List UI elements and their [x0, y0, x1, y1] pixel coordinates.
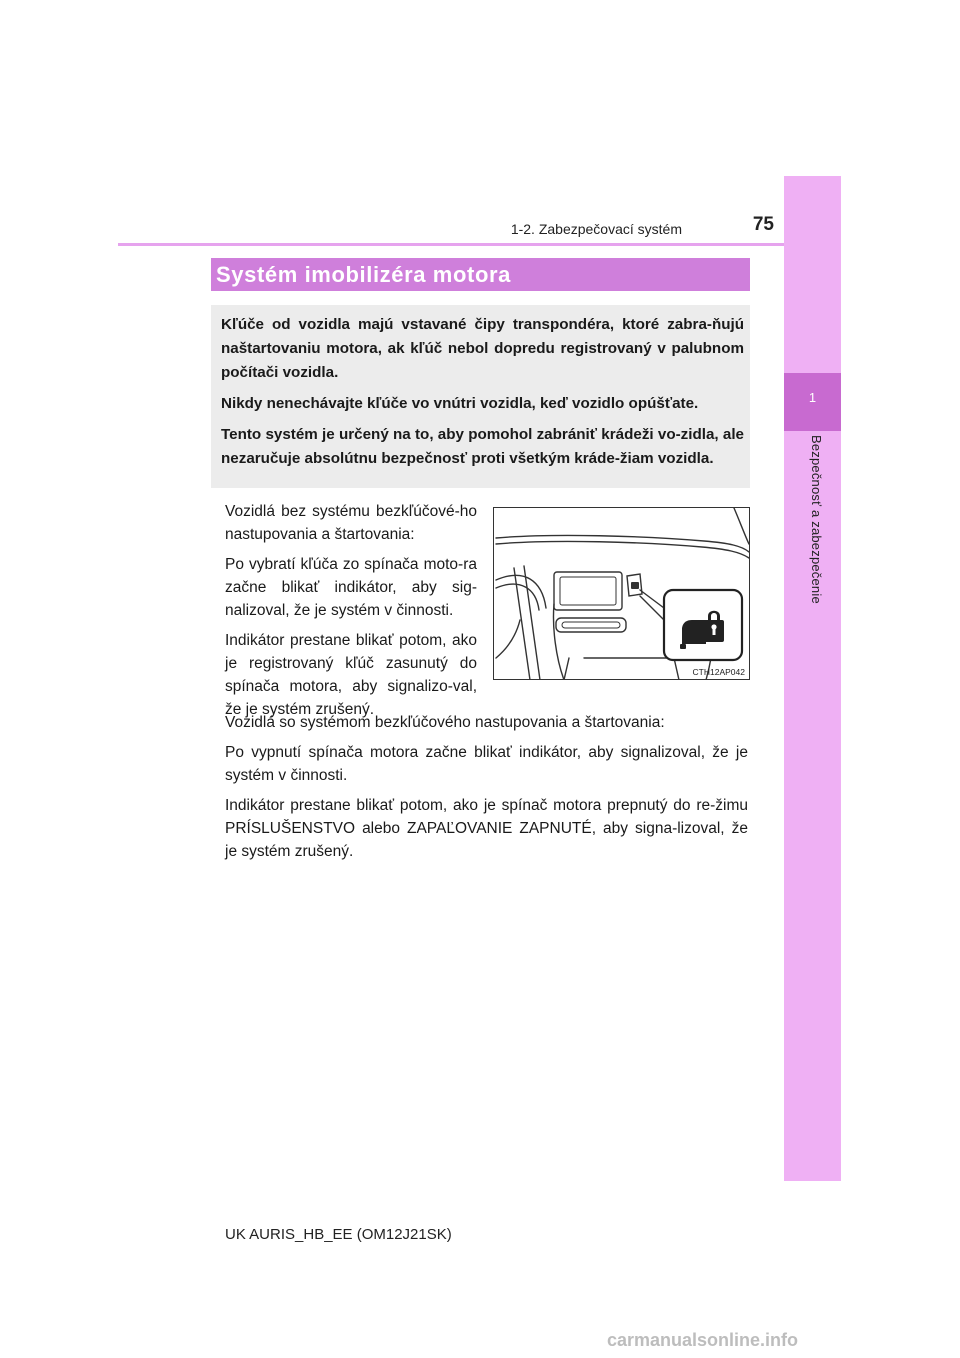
body-paragraph: Vozidlá bez systému bezkľúčové-ho nastupovania a štartovania: [225, 503, 477, 543]
side-tab-label: Bezpečnosť a zabezpečenie [809, 435, 824, 604]
body-paragraph: Indikátor prestane blikať potom, ako je registrovaný kľúč zasunutý do spínača motora, aby signalizo-val, že je systém zrušený. [225, 632, 477, 718]
intro-paragraph: Tento systém je určený na to, aby pomohol zabrániť krádeži vo-zidla, ale nezaručuje absolútnu bezpečnosť proti všetkým kráde-žiam vozidla. [221, 426, 744, 467]
dashboard-illustration [494, 508, 750, 680]
section-label: 1-2. Zabezpečovací systém [510, 221, 682, 237]
indicator-light [631, 582, 639, 589]
side-tab-number: 1 [808, 390, 817, 405]
car-lock-indicator-callout [664, 590, 742, 660]
body-full-column [225, 711, 748, 870]
intro-paragraph: Nikdy nenechávajte kľúče vo vnútri vozidla, keď vozidlo opúšťate. [221, 395, 699, 412]
body-left-column [225, 500, 477, 728]
body-paragraph: Po vypnutí spínača motora začne blikať indikátor, aby signalizoval, že je systém v činnosti. [225, 744, 748, 784]
side-tab [784, 176, 841, 1181]
footer-model-code: UK AURIS_HB_EE (OM12J21SK) [225, 1226, 452, 1243]
header-rule [118, 243, 841, 246]
body-paragraph: Vozidlá so systémom bezkľúčového nastupovania a štartovania: [225, 714, 665, 731]
dashboard-figure [493, 507, 750, 680]
body-paragraph: Indikátor prestane blikať potom, ako je spínač motora prepnutý do re-žimu PRÍSLUŠENSTVO alebo ZAPAĽOVANIE ZAPNUTÉ, aby signa-lizoval, že je systém zrušený. [225, 797, 748, 860]
figure-code: CTH12AP042 [692, 667, 745, 677]
watermark: carmanualsonline.info [607, 1330, 799, 1350]
body-paragraph: Po vybratí kľúča zo spínača moto-ra začne blikať indikátor, aby sig-nalizoval, že je systém v činnosti. [225, 556, 477, 619]
intro-paragraph: Kľúče od vozidla majú vstavané čipy transpondéra, ktoré zabra-ňujú naštartovaniu motora, ak kľúč nebol dopredu registrovaný v palubnom počítači vozidla. [221, 316, 744, 381]
page-title: Systém imobilizéra motora [216, 262, 511, 287]
intro-box [211, 305, 750, 488]
page-number: 75 [752, 214, 774, 235]
